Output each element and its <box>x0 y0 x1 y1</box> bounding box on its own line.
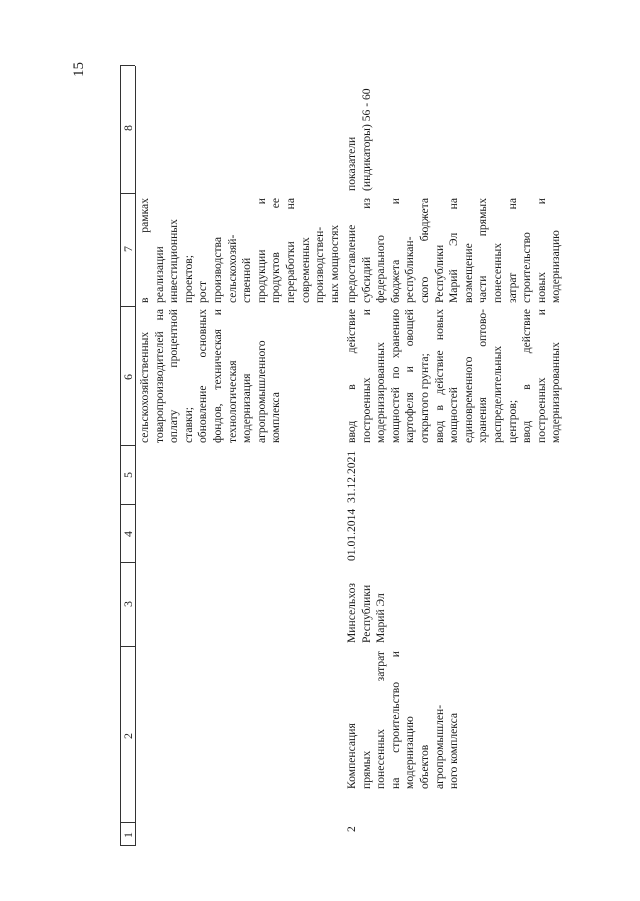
cell-line: модернизацию <box>403 716 417 789</box>
cell-line: республикан- <box>403 236 417 303</box>
cell-line: продукции и <box>254 198 268 303</box>
responsible-executor <box>345 567 389 643</box>
cell-line: мощностей <box>447 387 461 443</box>
cell-line: агропромышленного <box>254 340 268 443</box>
column-number: 5 <box>121 472 135 478</box>
cell-line: сельскохозяй- <box>225 234 239 303</box>
header-row-border <box>135 66 136 846</box>
column-border <box>120 646 135 647</box>
indicators-link <box>345 69 374 191</box>
cell-line: строительство <box>520 232 534 303</box>
cell-line: переработки на <box>283 198 297 303</box>
cell-line: затрат на <box>505 198 519 303</box>
cell-line: единовременного <box>461 356 475 443</box>
cell-line: предоставление <box>345 224 358 303</box>
cell-line: продуктов ее <box>269 198 283 303</box>
cell-line: модернизацию <box>549 230 563 303</box>
cell-line: центров; <box>505 399 519 443</box>
cell-line: бюджета и <box>388 198 402 303</box>
cell-line: агропромышлен- <box>432 704 446 789</box>
column-number: 3 <box>121 601 135 607</box>
column-number: 2 <box>121 733 135 739</box>
cell-line: Минсельхоз <box>345 583 358 643</box>
cell-line: технологическая <box>225 360 239 443</box>
implementation-method <box>345 198 564 303</box>
cell-line: Компенсация <box>345 723 358 789</box>
cell-line: ввод в действие <box>345 309 358 443</box>
cell-line: (индикаторы) 56 - 60 <box>359 88 373 191</box>
cell-line: реализации <box>152 246 166 303</box>
cell-line: построенных и <box>359 309 373 443</box>
table-top-border <box>120 66 121 846</box>
column-border <box>120 562 135 563</box>
cell-line: производствен- <box>313 226 327 303</box>
cell-line: на строительство и <box>388 651 402 789</box>
cell-line: современных <box>298 237 312 303</box>
column-number: 7 <box>121 246 135 252</box>
cell-line: хранения оптово- <box>476 309 490 443</box>
cell-line: рост <box>196 280 210 303</box>
cell-line: Марий Эл <box>374 593 388 643</box>
cell-line: распределительных <box>490 345 504 443</box>
cell-line: ственной <box>240 257 254 303</box>
measure-name <box>345 651 462 789</box>
cell-line: федерального <box>374 235 388 303</box>
column-border <box>120 504 135 505</box>
cell-line: инвестиционных <box>167 219 181 303</box>
cell-line: ного комплекса <box>447 712 461 789</box>
cell-line: объектов <box>417 744 431 789</box>
end-date: 31.12.2021 <box>345 450 358 503</box>
cell-line: оплату процентной <box>167 309 181 443</box>
cell-line: ных мощностях <box>327 224 341 303</box>
column-border <box>120 445 135 446</box>
cell-line: Марий Эл на <box>447 198 461 303</box>
cell-line: новых и <box>534 198 548 303</box>
cell-line: субсидий из <box>359 198 373 303</box>
cell-line: ского бюджета <box>417 198 431 303</box>
cell-line: прямых <box>359 750 373 789</box>
column-number: 4 <box>121 531 135 537</box>
cell-line: ввод в действие <box>520 309 534 443</box>
column-border <box>120 193 135 194</box>
column-border <box>120 306 135 307</box>
cell-line: сельскохозяйственных <box>138 331 151 443</box>
column-border <box>120 65 135 66</box>
page-number: 15 <box>71 62 87 77</box>
cell-line: показатели <box>345 136 358 191</box>
cell-line: обновление основных <box>196 309 210 443</box>
cell-line: проектов; <box>181 255 195 303</box>
cell-line: построенных и <box>534 309 548 443</box>
column-border <box>120 822 135 823</box>
cell-line: товаропроизводителей на <box>152 309 166 443</box>
continued-row-col6 <box>138 309 284 443</box>
cell-line: возмещение <box>461 243 475 303</box>
cell-line: понесенных затрат <box>374 651 388 789</box>
cell-line: картофеля и овощей <box>403 309 417 443</box>
cell-line: Республики <box>432 244 446 303</box>
cell-line: модернизированных <box>549 342 563 443</box>
cell-line: Республики <box>359 584 373 643</box>
start-date: 01.01.2014 <box>345 508 358 561</box>
column-border <box>120 845 135 846</box>
cell-line: модернизация <box>240 373 254 443</box>
cell-line: фондов, техническая и <box>210 309 224 443</box>
cell-line: комплекса <box>269 392 283 443</box>
cell-line: понесенных <box>490 242 504 303</box>
continued-row-col7 <box>138 198 342 303</box>
cell-line: открытого грунта; <box>417 353 431 443</box>
column-number: 1 <box>121 832 135 838</box>
cell-line: части прямых <box>476 198 490 303</box>
row-number: 2 <box>345 826 358 832</box>
cell-line: мощностей по хранению <box>388 309 402 443</box>
cell-line: ставки; <box>181 406 195 443</box>
expected-result <box>345 309 564 443</box>
column-number: 6 <box>121 374 135 380</box>
cell-line: ввод в действие новых <box>432 309 446 443</box>
cell-line: в рамках <box>138 198 151 303</box>
cell-line: модернизированных <box>374 342 388 443</box>
cell-line: производства <box>210 236 224 303</box>
column-number: 8 <box>121 125 135 131</box>
